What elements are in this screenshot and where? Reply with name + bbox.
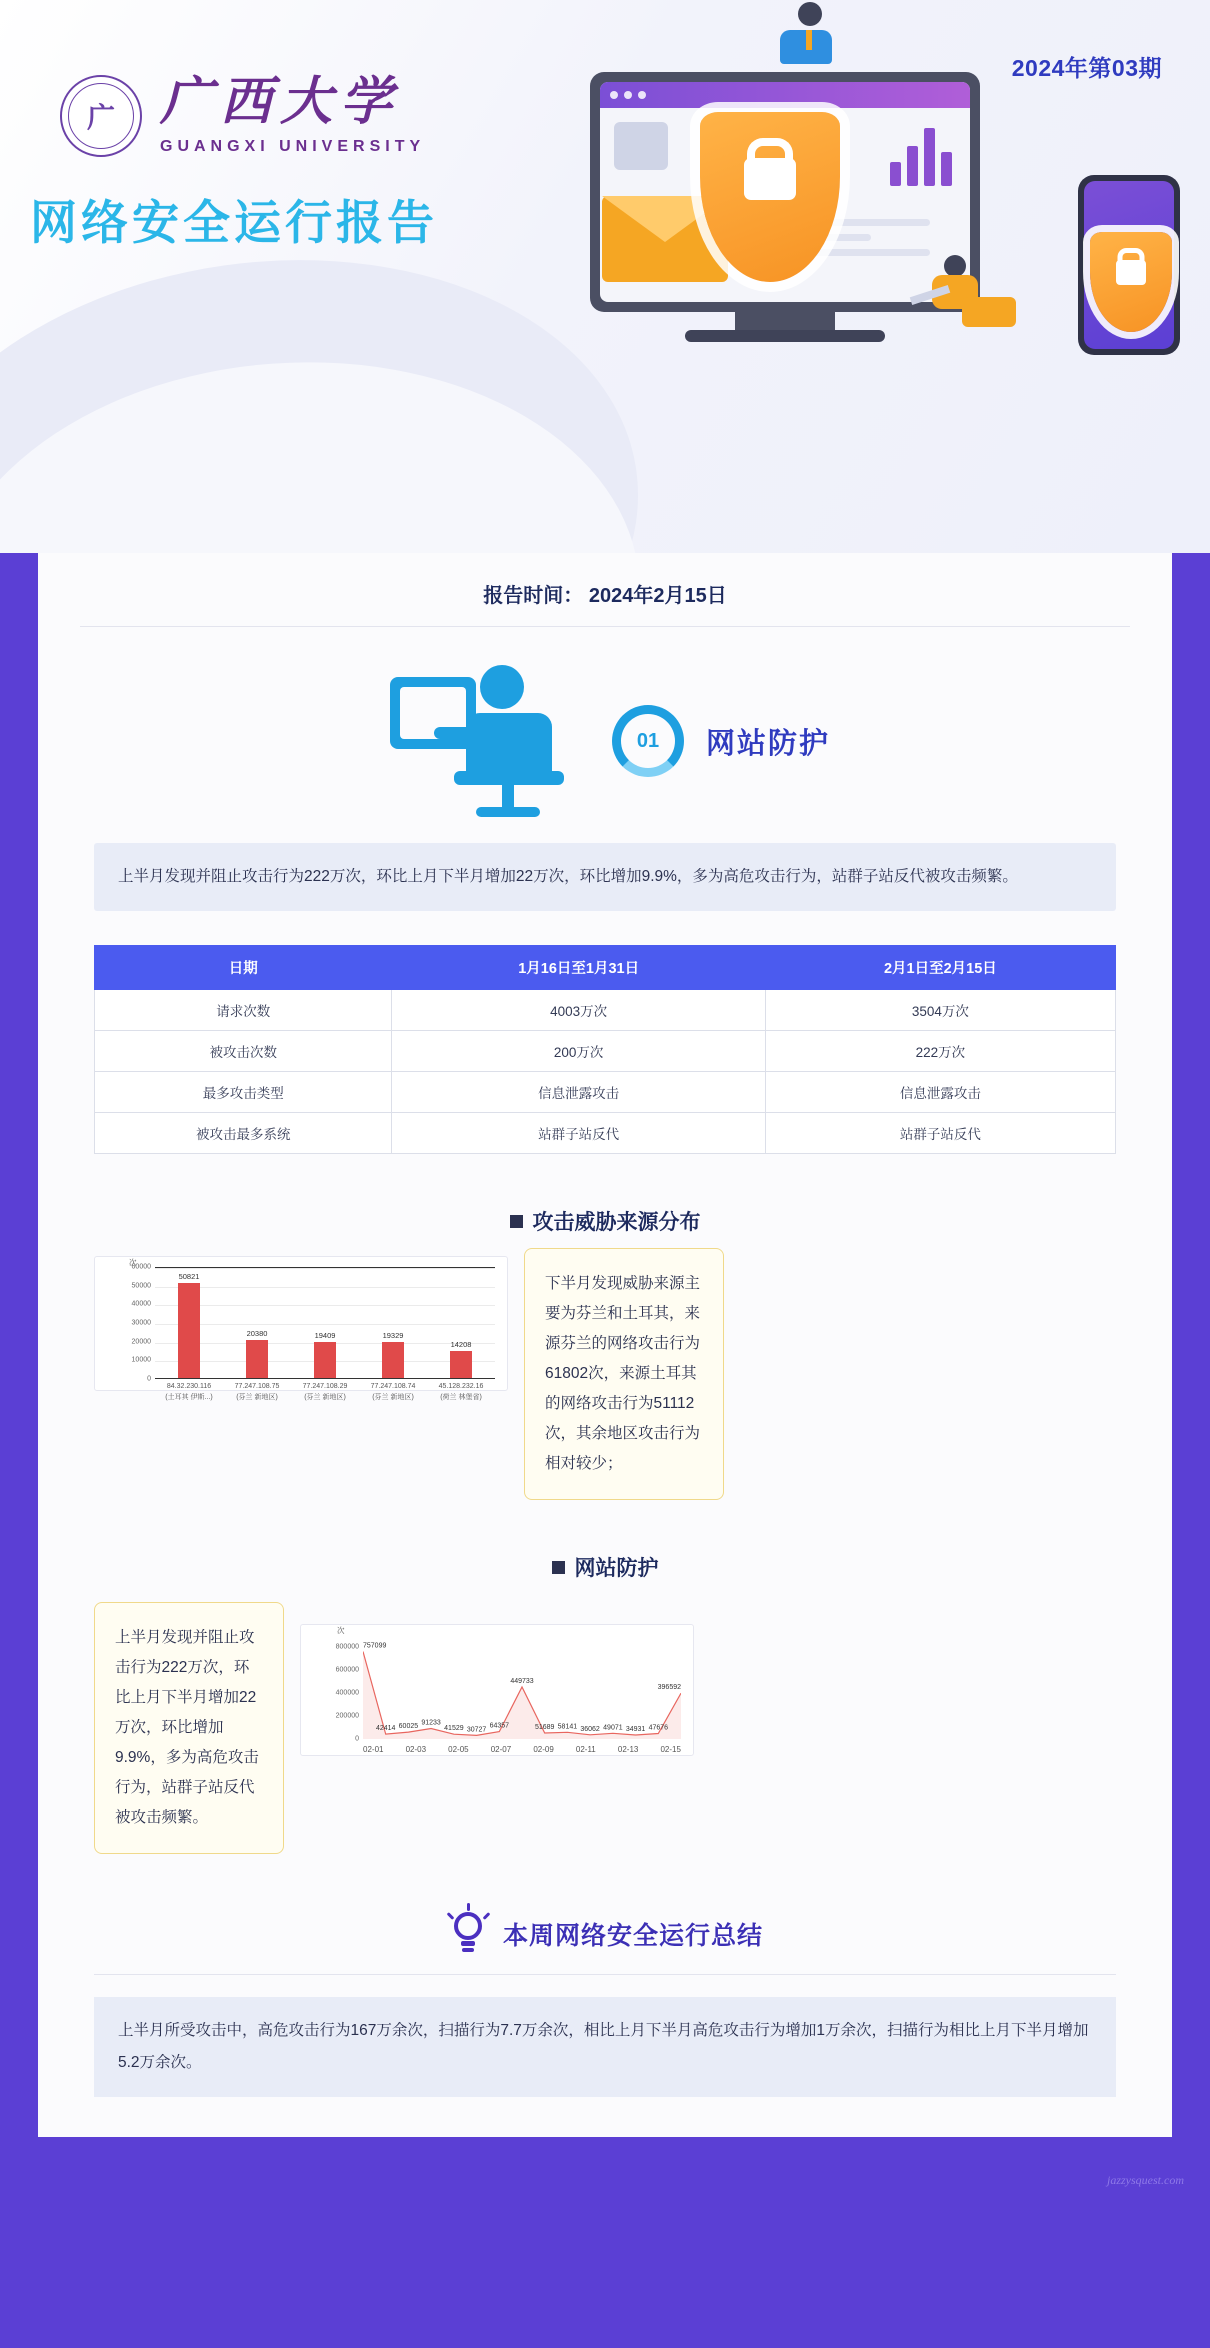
summary-divider	[94, 1974, 1116, 1975]
table-cell: 站群子站反代	[392, 1113, 765, 1154]
svg-text:60025: 60025	[398, 1723, 419, 1731]
bar-chart-y-axis: 0 10000 20000 30000 40000 50000 60000	[131, 1263, 151, 1383]
square-bullet-icon	[552, 1561, 565, 1574]
university-seal-icon	[60, 75, 142, 157]
page-title: 网络安全运行报告	[30, 196, 438, 249]
bar: 19329	[382, 1342, 404, 1378]
monitor-stand	[735, 312, 835, 332]
x-tick-label: 02-15	[660, 1745, 681, 1754]
report-time: 报告时间： 2024年2月15日	[80, 553, 1130, 627]
stats-table	[94, 945, 1116, 1154]
svg-text:757099: 757099	[363, 1642, 387, 1650]
bar-chart-plot	[155, 1267, 495, 1379]
bar: 19409	[314, 1342, 336, 1378]
x-tick-label: 77.247.108.29 (芬兰 新地区)	[302, 1383, 348, 1401]
bar-chart-x-labels	[155, 1381, 495, 1403]
x-tick-label: 02-07	[490, 1745, 512, 1754]
table-cell: 站群子站反代	[765, 1113, 1115, 1154]
hero-illustration	[480, 0, 1180, 370]
svg-text:51689: 51689	[534, 1724, 555, 1731]
svg-text:47676: 47676	[648, 1724, 669, 1732]
table-header-row	[95, 946, 1116, 990]
table-cell: 请求次数	[95, 990, 392, 1031]
protect-block-title-text: 网站防护	[574, 1557, 659, 1580]
bar-chart-unit: 次	[129, 1258, 137, 1267]
desk-person-icon	[380, 661, 590, 821]
section-01-header	[38, 661, 1172, 821]
svg-text:58141: 58141	[557, 1723, 578, 1731]
svg-text:449733: 449733	[510, 1678, 534, 1685]
person-with-laptop-icon	[910, 255, 1020, 335]
svg-text:396592: 396592	[657, 1684, 681, 1692]
line-chart-plot	[363, 1635, 681, 1739]
x-tick-label: 02-11	[575, 1745, 596, 1754]
table-row	[95, 990, 1116, 1031]
svg-text:36062: 36062	[580, 1725, 600, 1733]
university-name-en: GUANGXI UNIVERSITY	[160, 137, 426, 155]
x-tick-label: 02-01	[363, 1745, 384, 1754]
report-body	[0, 553, 1210, 2163]
table-cell: 3504万次	[765, 990, 1115, 1031]
threat-chart-row	[38, 1256, 1172, 1500]
bar: 50821	[178, 1283, 200, 1378]
table-cell: 被攻击最多系统	[95, 1113, 392, 1154]
lightbulb-icon	[447, 1910, 489, 1958]
summary-title: 本周网络安全运行总结	[502, 1922, 763, 1950]
svg-text:49071: 49071	[603, 1724, 623, 1732]
svg-text:34931: 34931	[625, 1726, 646, 1733]
university-name-block	[160, 73, 426, 156]
table-cell: 222万次	[765, 1031, 1115, 1072]
svg-text:42414: 42414	[375, 1725, 396, 1733]
person-on-monitor-icon	[780, 2, 840, 74]
protect-callout: 上半月发现并阻止攻击行为222万次，环比上月下半月增加22万次，环比增加9.9%，多为高危攻击行为，站群子站反代被攻击频繁。	[94, 1602, 284, 1854]
protect-line-chart	[300, 1624, 694, 1756]
report-header	[0, 0, 1210, 553]
university-logo-row	[60, 75, 425, 157]
table-cell: 信息泄露攻击	[392, 1072, 765, 1113]
threat-bar-chart	[94, 1256, 508, 1401]
x-tick-label: 02-05	[448, 1745, 469, 1754]
watermark: jazzysquest.com	[1107, 2173, 1184, 2187]
report-card	[38, 553, 1172, 2137]
x-tick-label: 02-03	[405, 1745, 427, 1754]
seal-inner-text: 广	[77, 92, 125, 140]
bar: 14208	[450, 1351, 472, 1378]
university-name-cn: 广西大学	[160, 73, 401, 131]
protect-block-title	[38, 1552, 1172, 1582]
table-cell: 被攻击次数	[95, 1031, 392, 1072]
line-chart-x-labels	[363, 1745, 681, 1754]
square-bullet-icon	[510, 1215, 523, 1228]
threat-callout: 下半月发现威胁来源主要为芬兰和土耳其，来源芬兰的网络攻击行为61802次，来源土耳其的网络攻击行为51112次，其余地区攻击行为相对较少；	[524, 1248, 724, 1500]
table-header-cell: 1月16日至1月31日	[392, 946, 765, 990]
section-title: 网站防护	[705, 727, 830, 760]
table-row	[95, 1072, 1116, 1113]
protect-chart-row	[38, 1602, 1172, 1854]
table-row	[95, 1113, 1116, 1154]
x-tick-label: 84.32.230.116 (土耳其 伊斯...)	[165, 1383, 213, 1401]
threat-block-title	[38, 1206, 1172, 1236]
svg-text:64357: 64357	[489, 1722, 510, 1730]
table-cell: 200万次	[392, 1031, 765, 1072]
table-header-cell: 日期	[95, 946, 392, 990]
table-row	[95, 1031, 1116, 1072]
table-cell: 4003万次	[392, 990, 765, 1031]
x-tick-label: 02-09	[533, 1745, 554, 1754]
threat-block-title-text: 攻击威胁来源分布	[532, 1211, 701, 1234]
x-tick-label: 77.247.108.74 (芬兰 新地区)	[370, 1383, 416, 1401]
line-chart-y-axis: 0 200000 400000 600000 800000	[335, 1643, 359, 1743]
issue-label: 2024年第03期	[1011, 55, 1162, 81]
monitor-base	[685, 330, 885, 342]
summary-header	[38, 1910, 1172, 1958]
section-01-note: 上半月发现并阻止攻击行为222万次，环比上月下半月增加22万次，环比增加9.9%，多为高危攻击行为，站群子站反代被攻击频繁。	[94, 843, 1116, 911]
table-cell: 最多攻击类型	[95, 1072, 392, 1113]
bar: 20380	[246, 1340, 268, 1378]
table-header-cell: 2月1日至2月15日	[765, 946, 1115, 990]
x-tick-label: 45.128.232.16 (荷兰 林堡省)	[438, 1383, 484, 1401]
svg-text:30727: 30727	[466, 1726, 487, 1734]
svg-text:41529: 41529	[444, 1725, 464, 1733]
svg-text:91233: 91233	[421, 1719, 441, 1727]
summary-text: 上半月所受攻击中，高危攻击行为167万余次，扫描行为7.7万余次，相比上月下半月高危攻击行为增加1万余次，扫描行为相比上月下半月增加5.2万余次。	[94, 1997, 1116, 2097]
section-number-badge: 01	[612, 705, 684, 777]
x-tick-label: 02-13	[617, 1745, 639, 1754]
x-tick-label: 77.247.108.75 (芬兰 新地区)	[234, 1383, 280, 1401]
line-chart-unit: 次	[337, 1626, 345, 1635]
table-cell: 信息泄露攻击	[765, 1072, 1115, 1113]
